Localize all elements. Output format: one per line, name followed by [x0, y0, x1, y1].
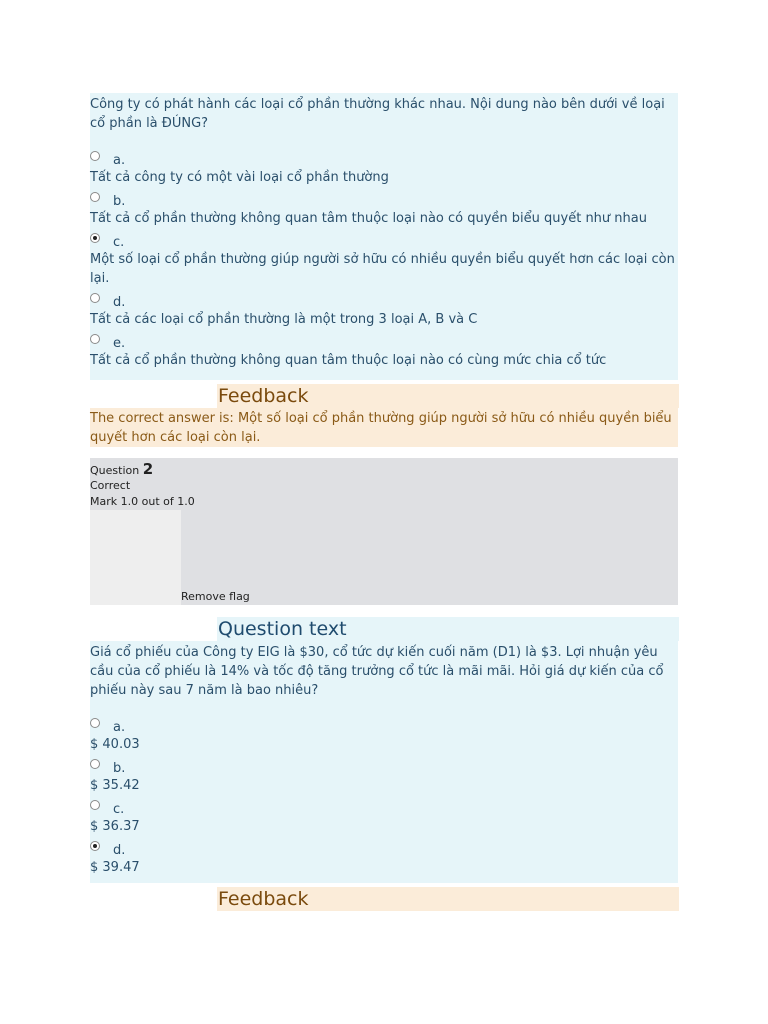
flag-panel: [90, 510, 181, 605]
radio-button-d[interactable]: [90, 841, 100, 851]
question-text-heading: Question text: [217, 617, 679, 641]
option-e-text: Tất cả cổ phần thường không quan tâm thuộc loại nào có cùng mức chia cổ tức: [90, 353, 607, 368]
question-2-block: [90, 641, 678, 883]
question-1-option-e[interactable]: [90, 329, 678, 351]
option-a-text: $ 40.03: [90, 737, 140, 752]
option-letter: d.: [113, 295, 126, 310]
remove-flag-link[interactable]: Remove flag: [181, 590, 250, 603]
option-a-text: Tất cả công ty có một vài loại cổ phần thường: [90, 170, 389, 185]
question-number: 2: [142, 460, 154, 478]
feedback-heading: Feedback: [217, 887, 679, 911]
question-2-option-a[interactable]: [90, 713, 678, 735]
question-2-option-b[interactable]: [90, 754, 678, 776]
question-2-info: [90, 458, 678, 605]
question-1-option-b[interactable]: [90, 187, 678, 209]
question-2-option-c[interactable]: [90, 795, 678, 817]
question-2-option-d[interactable]: [90, 836, 678, 858]
option-d-text: Tất cả các loại cổ phần thường là một trong 3 loại A, B và C: [90, 312, 478, 327]
option-d-text: $ 39.47: [90, 860, 140, 875]
option-letter: b.: [113, 194, 126, 209]
radio-button-c[interactable]: [90, 233, 100, 243]
option-letter: e.: [113, 336, 126, 351]
question-1-option-a[interactable]: [90, 146, 678, 168]
option-letter: a.: [113, 720, 126, 735]
question-grade: Mark 1.0 out of 1.0: [90, 495, 195, 508]
option-b-text: Tất cả cổ phần thường không quan tâm thuộc loại nào có quyền biểu quyết như nhau: [90, 211, 647, 226]
question-1-option-d[interactable]: [90, 288, 678, 310]
option-letter: c.: [113, 235, 125, 250]
question-state: Correct: [90, 479, 131, 492]
radio-button-c[interactable]: [90, 800, 100, 810]
question-1-option-c[interactable]: [90, 228, 678, 250]
radio-button-a[interactable]: [90, 151, 100, 161]
question-2-text: Giá cổ phiếu của Công ty EIG là $30, cổ tức dự kiến cuối năm (D1) là $3. Lợi nhuận yêu cầu của cổ phiếu là 14% và tốc độ tăng trưởng cổ tức là mãi mãi. Hỏi giá dự kiến của cổ phiếu này sau 7 năm là bao nhiêu?: [90, 645, 664, 698]
question-label: Question: [90, 464, 140, 477]
radio-button-b[interactable]: [90, 759, 100, 769]
radio-button-a[interactable]: [90, 718, 100, 728]
option-b-text: $ 35.42: [90, 778, 140, 793]
option-letter: c.: [113, 802, 125, 817]
radio-button-d[interactable]: [90, 293, 100, 303]
radio-button-b[interactable]: [90, 192, 100, 202]
option-c-text: Một số loại cổ phần thường giúp người sở hữu có nhiều quyền biểu quyết hơn các loại còn lại.: [90, 252, 675, 286]
feedback-text: The correct answer is: Một số loại cổ phần thường giúp người sở hữu có nhiều quyền biểu quyết hơn các loại còn lại.: [90, 408, 678, 447]
question-1-block: [90, 93, 678, 380]
feedback-heading: Feedback: [217, 384, 679, 408]
option-c-text: $ 36.37: [90, 819, 140, 834]
question-number-label: [90, 461, 153, 479]
option-letter: b.: [113, 761, 126, 776]
radio-button-e[interactable]: [90, 334, 100, 344]
question-1-text: Công ty có phát hành các loại cổ phần thường khác nhau. Nội dung nào bên dưới về loại cổ phần là ĐÚNG?: [90, 97, 665, 131]
option-letter: d.: [113, 843, 126, 858]
option-letter: a.: [113, 153, 126, 168]
